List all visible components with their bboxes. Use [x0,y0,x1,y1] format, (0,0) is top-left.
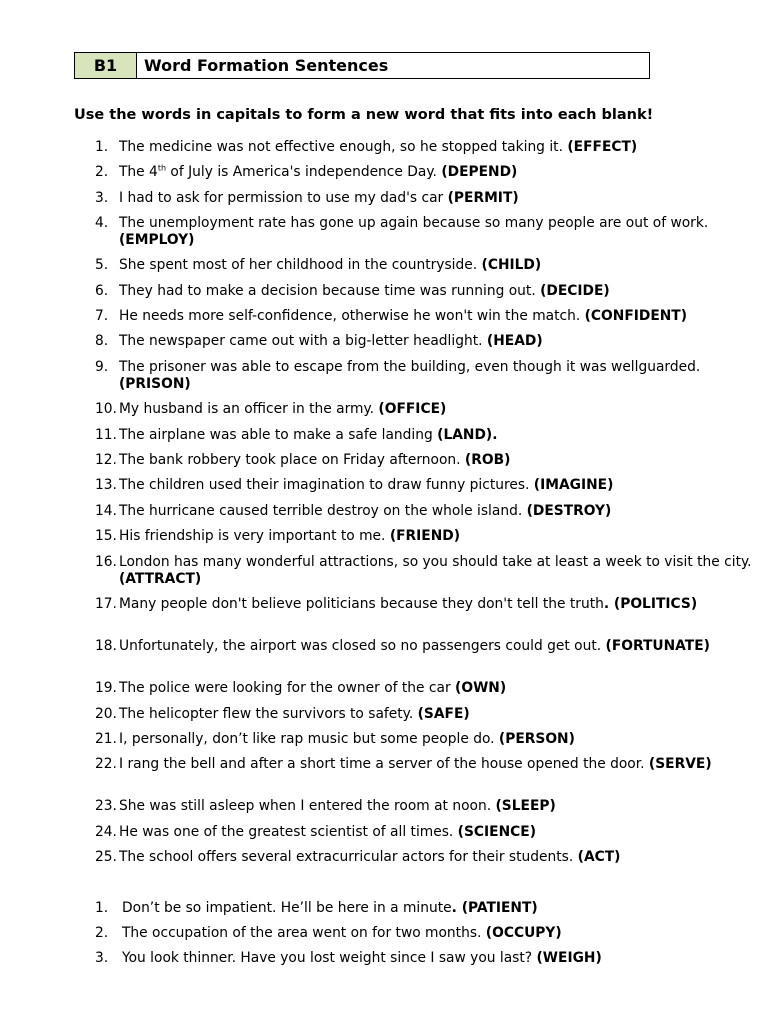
list-item [95,706,755,723]
list-item [95,554,755,587]
sentence: London has many wonderful attractions, so you should take at least a week to visit the city. [119,554,752,570]
item-number: 4. [95,215,109,231]
capital-word: (FORTUNATE) [605,638,710,654]
capital-word: (SAFE) [417,706,470,722]
item-text [119,638,755,655]
list-item [95,139,755,156]
item-text [119,849,755,866]
capital-word: (LAND). [437,427,498,443]
item-text [119,308,760,325]
list-item [95,824,755,841]
list-item [95,452,755,469]
sentence: My husband is an officer in the army. [119,401,379,417]
capital-word: (DESTROY) [526,503,612,519]
sentence: His friendship is very important to me. [119,528,390,544]
list-item [95,257,755,274]
item-number: 2. [95,925,109,941]
capital-word: (SERVE) [648,756,712,772]
item-number: 1. [95,139,109,155]
item-text [122,925,755,942]
item-text [119,164,755,181]
item-text [119,824,755,841]
item-text [119,283,755,300]
capital-word: (PRISON) [119,375,191,392]
capital-word: (EMPLOY) [119,231,195,248]
sentence: The newspaper came out with a big-letter headlight. [119,333,487,349]
item-text [119,731,755,748]
item-number: 5. [95,257,109,273]
item-text [119,554,755,587]
capital-word: (SCIENCE) [457,824,537,840]
item-number: 17. [95,596,117,612]
list-item [95,427,755,444]
sentence: The unemployment rate has gone up again because so many people are out of work. [119,215,709,231]
item-number: 8. [95,333,109,349]
header-table [74,52,650,79]
list-item [95,503,755,520]
item-number: 7. [95,308,109,324]
list-item [95,359,755,392]
list-item [95,731,755,748]
item-text [119,706,755,723]
capital-word: (ATTRACT) [119,570,202,587]
capital-word: (IMAGINE) [533,477,614,493]
item-text [119,139,755,156]
list-item [95,680,755,697]
item-number: 10. [95,401,117,417]
item-text [119,359,755,392]
level-badge: B1 [75,53,137,78]
item-text [119,401,755,418]
item-number: 19. [95,680,117,696]
sentence: The occupation of the area went on for two months. [122,925,486,941]
instructions: Use the words in capitals to form a new word that fits into each blank! [74,107,654,123]
list-item [95,849,755,866]
capital-word: (OWN) [455,680,507,696]
sentence: The hurricane caused terrible destroy on the whole island. [119,503,527,519]
item-number: 15. [95,528,117,544]
item-text [119,477,755,494]
sentence: She was still asleep when I entered the room at noon. [119,798,496,814]
list-item [95,925,755,942]
list-item [95,308,760,325]
sentence: I, personally, don’t like rap music but some people do. [119,731,499,747]
capital-word: . (POLITICS) [603,596,698,612]
item-number: 13. [95,477,117,493]
list-item [95,900,755,917]
list-item [95,798,755,815]
sentence: The school offers several extracurricular actors for their students. [119,849,578,865]
capital-word: (OCCUPY) [485,925,562,941]
list-item [95,477,755,494]
page-title: Word Formation Sentences [144,56,389,75]
item-number: 2. [95,164,109,180]
item-text [122,950,755,967]
sentence: You look thinner. Have you lost weight since I saw you last? [122,950,537,966]
ordinal-suffix: th [157,163,167,173]
item-text [119,680,755,697]
capital-word: (ACT) [577,849,621,865]
capital-word: (FRIEND) [389,528,461,544]
list-item [95,528,755,545]
list-item [95,638,755,655]
item-number: 20. [95,706,117,722]
capital-word: (EFFECT) [567,139,638,155]
item-number: 14. [95,503,117,519]
item-number: 3. [95,950,109,966]
item-text [119,257,755,274]
sentence: I rang the bell and after a short time a server of the house opened the door. [119,756,649,772]
capital-word: (CONFIDENT) [584,308,688,324]
capital-word: (DECIDE) [540,283,610,299]
item-number: 24. [95,824,117,840]
capital-word: (ROB) [464,452,511,468]
item-text [119,190,755,207]
list-item [95,756,755,773]
item-number: 25. [95,849,117,865]
sentence: He needs more self-confidence, otherwise he won't win the match. [119,308,585,324]
sentence-prefix: The 4 [119,164,158,180]
sentence: She spent most of her childhood in the countryside. [119,257,482,273]
capital-word: (HEAD) [486,333,543,349]
item-number: 11. [95,427,117,443]
sentence: The helicopter flew the survivors to safety. [119,706,418,722]
sentence: The prisoner was able to escape from the building, even though it was wellguarded. [119,359,701,375]
item-text [119,596,755,613]
item-number: 16. [95,554,117,570]
list-item [95,215,755,248]
list-item [95,401,755,418]
list-item [95,596,755,613]
list-item [95,950,755,967]
item-number: 12. [95,452,117,468]
capital-word: (OFFICE) [378,401,447,417]
sentence: Many people don't believe politicians because they don't tell the truth [119,596,604,612]
sentence: Unfortunately, the airport was closed so no passengers could get out. [119,638,606,654]
item-text [119,503,755,520]
item-number: 3. [95,190,109,206]
sentence: He was one of the greatest scientist of all times. [119,824,458,840]
sentence: I had to ask for permission to use my dad's car [119,190,448,206]
list-item [95,190,755,207]
list-item [95,333,755,350]
item-text [119,452,755,469]
sentence: The medicine was not effective enough, so he stopped taking it. [119,139,568,155]
sentence: The children used their imagination to draw funny pictures. [119,477,534,493]
list-item [95,283,755,300]
sentence: They had to make a decision because time was running out. [119,283,541,299]
item-number: 21. [95,731,117,747]
item-number: 9. [95,359,109,375]
capital-word: (DEPEND) [441,164,518,180]
capital-word: . (PATIENT) [451,900,538,916]
item-number: 22. [95,756,117,772]
item-number: 6. [95,283,109,299]
capital-word: (CHILD) [481,257,542,273]
sentence: of July is America's independence Day. [166,164,442,180]
item-text [119,528,755,545]
item-number: 23. [95,798,117,814]
capital-word: (PERSON) [498,731,575,747]
capital-word: (SLEEP) [495,798,556,814]
item-number: 1. [95,900,109,916]
list-item [95,164,755,181]
item-number: 18. [95,638,117,654]
item-text [119,215,755,248]
item-text [122,900,755,917]
sentence: The airplane was able to make a safe landing [119,427,438,443]
sentence: The police were looking for the owner of the car [119,680,456,696]
item-text [119,756,755,773]
sentence: Don’t be so impatient. He’ll be here in a minute [122,900,452,916]
sentence: The bank robbery took place on Friday afternoon. [119,452,465,468]
capital-word: (WEIGH) [536,950,602,966]
item-text [119,333,755,350]
item-text [119,798,755,815]
capital-word: (PERMIT) [447,190,519,206]
item-text [119,427,755,444]
